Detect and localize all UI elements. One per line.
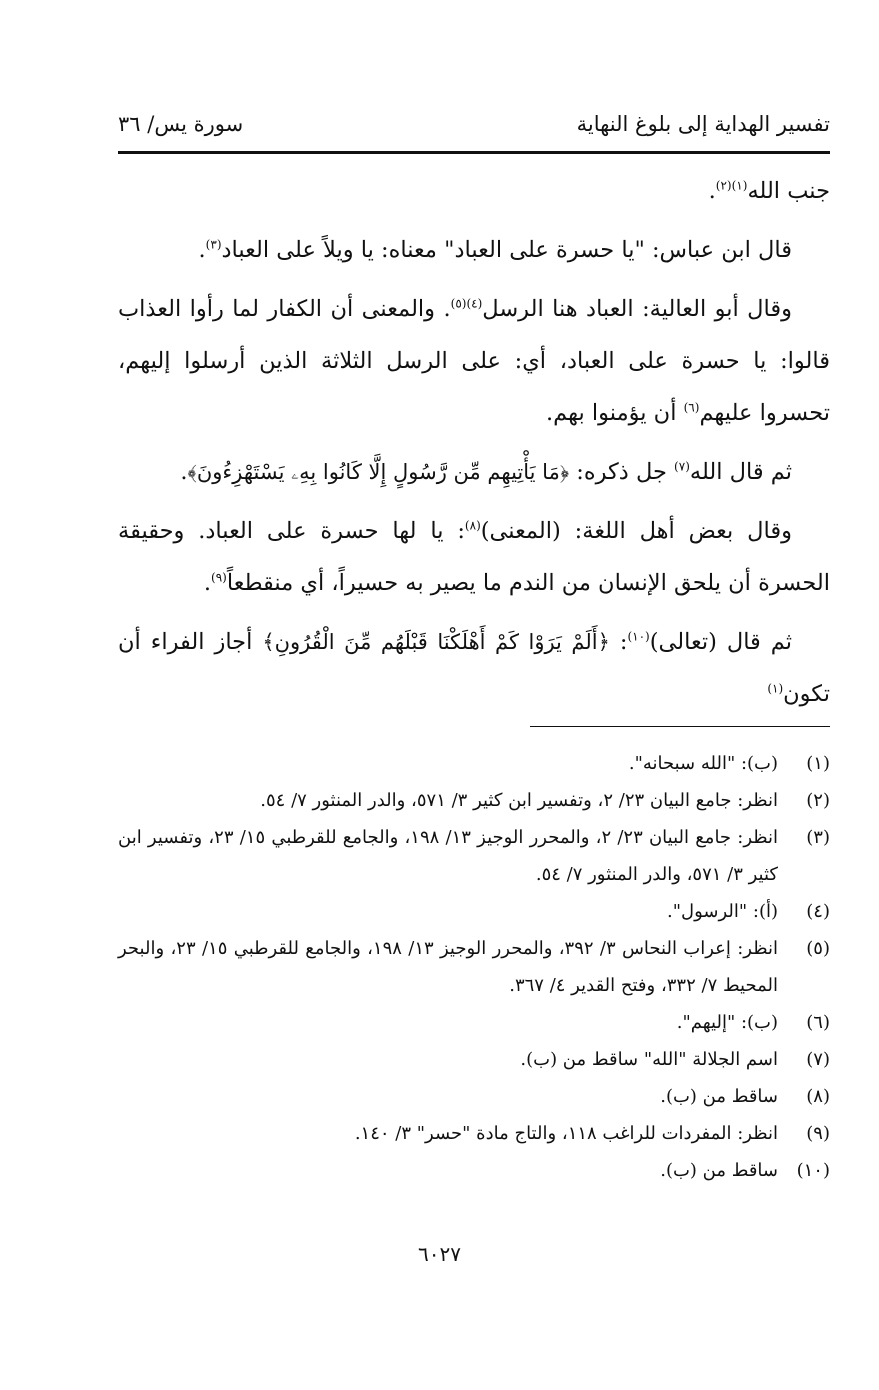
footnotes [118, 745, 830, 1189]
text-run: ثم قال (تعالى) [649, 629, 793, 655]
text-run: . [180, 459, 188, 485]
footnote-item [118, 745, 830, 782]
footnote-text: انظر: إعراب النحاس ٣/ ٣٩٢، والمحرر الوجيز ١٣/ ١٩٨، والجامع للقرطبي ١٥/ ٢٣، والبحر المحيط ٧/ ٣٣٢، وفتح القدير ٤/ ٣٦٧. [118, 938, 778, 996]
text-run: . [198, 237, 206, 263]
text-run: ثم قال الله [689, 459, 792, 485]
footnote-number: (٧) [806, 1049, 830, 1070]
footnote-marker: (٨) [464, 518, 481, 533]
footnote-item [118, 1152, 830, 1189]
paragraph [118, 505, 830, 609]
quran-verse: ﴿أَلَمْ يَرَوْا كَمْ أَهْلَكْنَا قَبْلَهُم مِّنَ الْقُرُونِ﴾ [262, 630, 610, 654]
footnote-number: (٣) [806, 827, 830, 848]
footnote-marker: (٩) [211, 570, 227, 585]
page-number: ٦٠٢٧ [418, 1242, 461, 1266]
main-text [118, 165, 830, 727]
footnote-marker: (٧) [674, 459, 690, 474]
footnote-marker: (١٠) [627, 629, 650, 644]
text-run: : [609, 629, 628, 655]
text-run: . والمعنى أن الكفار لما رأوا العذاب قالوا: يا حسرة على العباد، أي: على الرسل الثلاثة الذين أرسلوا إليهم، تحسروا عليهم [118, 296, 830, 426]
paragraph [118, 616, 830, 720]
text-run: . [708, 178, 716, 204]
footnote-text: اسم الجلالة "الله" ساقط من (ب). [520, 1049, 778, 1070]
footnote-separator [530, 726, 830, 727]
footnote-number: (١) [806, 753, 830, 774]
text-run: وقال بعض أهل اللغة: (المعنى) [480, 518, 792, 544]
surah-label: سورة يس/ ٣٦ [118, 112, 244, 136]
footnote-text: انظر: جامع البيان ٢٣/ ٢، والمحرر الوجيز ١٣/ ١٩٨، والجامع للقرطبي ١٥/ ٢٣، وتفسير ابن كثير ٣/ ٥٧١، والدر المنثور ٧/ ٥٤. [118, 827, 779, 885]
footnote-number: (٦) [806, 1012, 830, 1033]
footnote-item [118, 819, 830, 893]
text-run: وقال أبو العالية: العباد هنا الرسل [482, 296, 792, 322]
footnote-number: (١٠) [796, 1160, 830, 1181]
footnote-item [118, 1004, 830, 1041]
footnote-text: ساقط من (ب). [660, 1086, 778, 1107]
footnote-number: (٤) [806, 901, 830, 922]
paragraph [118, 224, 830, 276]
footnote-number: (٨) [806, 1086, 830, 1107]
text-run: جنب الله [747, 178, 830, 204]
running-header [118, 108, 830, 144]
footnote-marker: (٦) [683, 400, 700, 415]
footnote-text: (ب): "إليهم". [676, 1012, 778, 1033]
header-rule [118, 151, 830, 154]
footnote-text: ساقط من (ب). [660, 1160, 778, 1181]
footnote-item [118, 782, 830, 819]
footnote-marker: (١)(٢) [715, 178, 748, 193]
footnote-number: (٥) [806, 938, 830, 959]
quran-verse: ﴿مَا يَأْتِيهِم مِّن رَّسُولٍ إِلَّا كَانُوا بِهِۦ يَسْتَهْزِءُونَ﴾ [187, 460, 570, 484]
footnote-number: (٩) [806, 1123, 830, 1144]
footnote-text: انظر: المفردات للراغب ١١٨، والتاج مادة "حسر" ٣/ ١٤٠. [354, 1123, 778, 1144]
footnote-marker: (٤)(٥) [450, 296, 483, 311]
text-run: . [203, 570, 212, 596]
text-run: أجاز الفراء أن تكون [118, 629, 830, 707]
text-run: أن يؤمنوا بهم. [546, 400, 684, 426]
book-title: تفسير الهداية إلى بلوغ النهاية [576, 112, 830, 136]
footnote-item [118, 1115, 830, 1152]
paragraph [118, 165, 830, 217]
footnote-item [118, 1041, 830, 1078]
footnote-marker: (٣) [205, 237, 222, 252]
footnote-item [118, 1078, 830, 1115]
paragraph [118, 446, 830, 498]
text-run: جل ذكره: [569, 459, 675, 485]
footnote-text: (ب): "الله سبحانه". [628, 753, 778, 774]
paragraph [118, 283, 830, 439]
footnote-text: (أ): "الرسول". [667, 901, 778, 922]
footnote-number: (٢) [806, 790, 830, 811]
footnote-text: انظر: جامع البيان ٢٣/ ٢، وتفسير ابن كثير ٣/ ٥٧١، والدر المنثور ٧/ ٥٤. [260, 790, 778, 811]
footnote-item [118, 930, 830, 1004]
text-run: : يا لها حسرة على العباد. وحقيقة الحسرة أن يلحق الإنسان من الندم ما يصير به حسيراً، أي منقطعاً [118, 518, 830, 596]
text-run: قال ابن عباس: "يا حسرة على العباد" معناه: يا ويلاً على العباد [221, 237, 792, 263]
footnote-marker: (١) [767, 681, 784, 696]
footnote-item [118, 893, 830, 930]
